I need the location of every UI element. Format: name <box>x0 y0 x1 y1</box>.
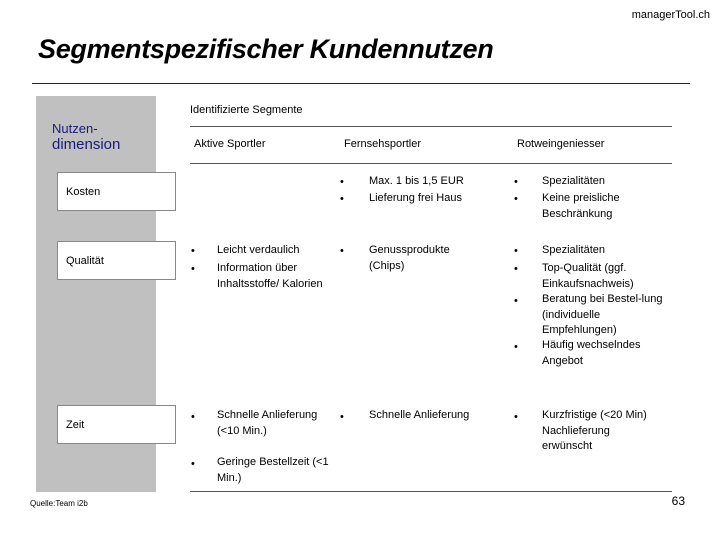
dimension-label <box>52 121 120 153</box>
column-header-fernsehsportler: Fernsehsportler <box>344 138 422 150</box>
brand-label: managerTool.ch <box>631 9 710 21</box>
bullet-marker: • <box>340 176 344 188</box>
bullet-marker: • <box>191 458 195 470</box>
bullet-marker: • <box>514 193 518 205</box>
cell-qualitaet-rotwein-1: Spezialitäten <box>542 244 605 256</box>
bullet-marker: • <box>191 411 195 423</box>
cell-kosten-rotwein-1: Spezialitäten <box>542 175 605 187</box>
cell-qualitaet-rotwein-2: Top-Qualität (ggf. Einkaufsnachweis) <box>542 262 634 290</box>
cell-zeit-sport-1: Schnelle Anlieferung (<10 Min.) <box>217 409 318 437</box>
bullet-marker: • <box>191 263 195 275</box>
bullet-marker: • <box>514 295 518 307</box>
column-header-divider <box>190 163 672 164</box>
cell-zeit-fernseh-1: Schnelle Anlieferung <box>369 409 470 421</box>
cell-qualitaet-sport-1: Leicht verdaulich <box>217 244 300 256</box>
cell-kosten-fernseh-2: Lieferung frei Haus <box>369 192 462 204</box>
column-header-rotweingeniesser: Rotweingeniesser <box>517 138 605 150</box>
cell-qualitaet-fernseh-1: Genussprodukte (Chips) <box>369 244 450 272</box>
cell-qualitaet-rotwein-3: Beratung bei Bestel-lung (individuelle Empfehlungen) <box>542 293 663 336</box>
segments-header: Identifizierte Segmente <box>190 104 303 116</box>
bullet-marker: • <box>514 341 518 353</box>
row-label-kosten: Kosten <box>57 172 176 211</box>
header-divider <box>190 126 672 127</box>
cell-zeit-sport-2: Geringe Bestellzeit (<1 Min.) <box>217 456 329 484</box>
bullet-marker: • <box>514 411 518 423</box>
cell-qualitaet-sport-2: Information über Inhaltsstoffe/ Kalorien <box>217 262 323 290</box>
row-label-qualitaet: Qualität <box>57 241 176 280</box>
bullet-marker: • <box>514 176 518 188</box>
cell-zeit-rotwein-1: Kurzfristige (<20 Min) Nachlieferung erwünscht <box>542 409 647 452</box>
bullet-marker: • <box>340 193 344 205</box>
page-number: 63 <box>671 494 685 508</box>
bullet-marker: • <box>340 411 344 423</box>
bullet-marker: • <box>340 245 344 257</box>
bullet-marker: • <box>191 245 195 257</box>
bullet-marker: • <box>514 245 518 257</box>
page-title: Segmentspezifischer Kundennutzen <box>38 34 494 64</box>
bullet-marker: • <box>514 263 518 275</box>
cell-kosten-fernseh-1: Max. 1 bis 1,5 EUR <box>369 175 464 187</box>
dimension-label-line2: dimension <box>52 136 121 153</box>
row-label-zeit: Zeit <box>57 405 176 444</box>
cell-kosten-rotwein-2: Keine preisliche Beschränkung <box>542 192 620 220</box>
dimension-label-line1: Nutzen- <box>52 121 98 136</box>
column-header-aktive-sportler: Aktive Sportler <box>194 138 266 150</box>
title-divider <box>32 83 690 84</box>
cell-qualitaet-rotwein-4: Häufig wechselndes Angebot <box>542 339 641 367</box>
source-note: Quelle:Team i2b <box>30 499 88 508</box>
table-bottom-divider <box>190 491 672 492</box>
